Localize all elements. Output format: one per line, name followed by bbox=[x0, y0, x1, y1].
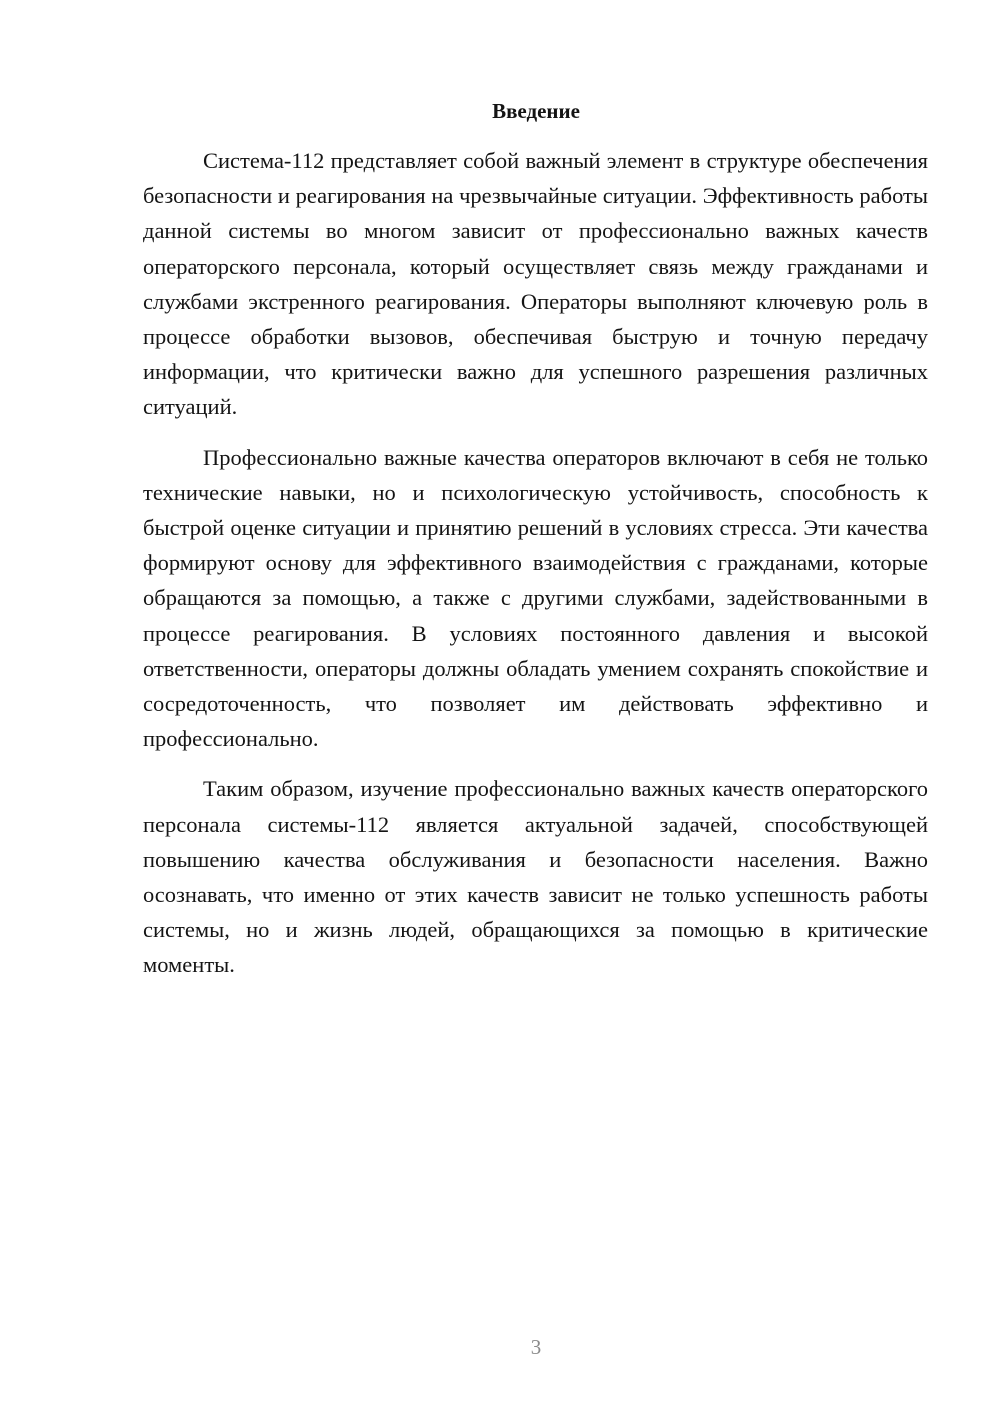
paragraph-conclusion: Таким образом, изучение профессионально важных качеств операторского персонала системы-112 является актуальной задачей, способствующей повышению качества обслуживания и безопасности населения. Важно осознавать, что именно от этих качеств зависит не только успешность работы системы, но и жизнь людей, обращающихся за помощью в критические моменты. bbox=[143, 776, 928, 978]
page-number: 3 bbox=[530, 1335, 542, 1359]
paragraph-qualities: Профессионально важные качества операторов включают в себя не только технические навыки, но и психологическую устойчивость, способность к быстрой оценке ситуации и принятию решений в условиях стресса. Эти качества формируют основу для эффективного взаимодействия с гражданами, которые обращаются за помощью, а также с другими службами, задействованными в процессе реагирования. В условиях постоянного давления и высокой ответственности, операторы должны обладать умением сохранять спокойствие и сосредоточенность, что позволяет им действовать эффективно и профессионально. bbox=[143, 444, 928, 752]
paragraph-intro: Система-112 представляет собой важный элемент в структуре обеспечения безопасности и реагирования на чрезвычайные ситуации. Эффективность работы данной системы во многом зависит от профессионально важных качеств операторского персонала, который осуществляет связь между гражданами и службами экстренного реагирования. Операторы выполняют ключевую роль в процессе обработки вызовов, обеспечивая быструю и точную передачу информации, что критически важно для успешного разрешения различных ситуаций. bbox=[143, 148, 928, 420]
body-text bbox=[143, 143, 928, 998]
section-heading: Введение bbox=[492, 99, 580, 123]
